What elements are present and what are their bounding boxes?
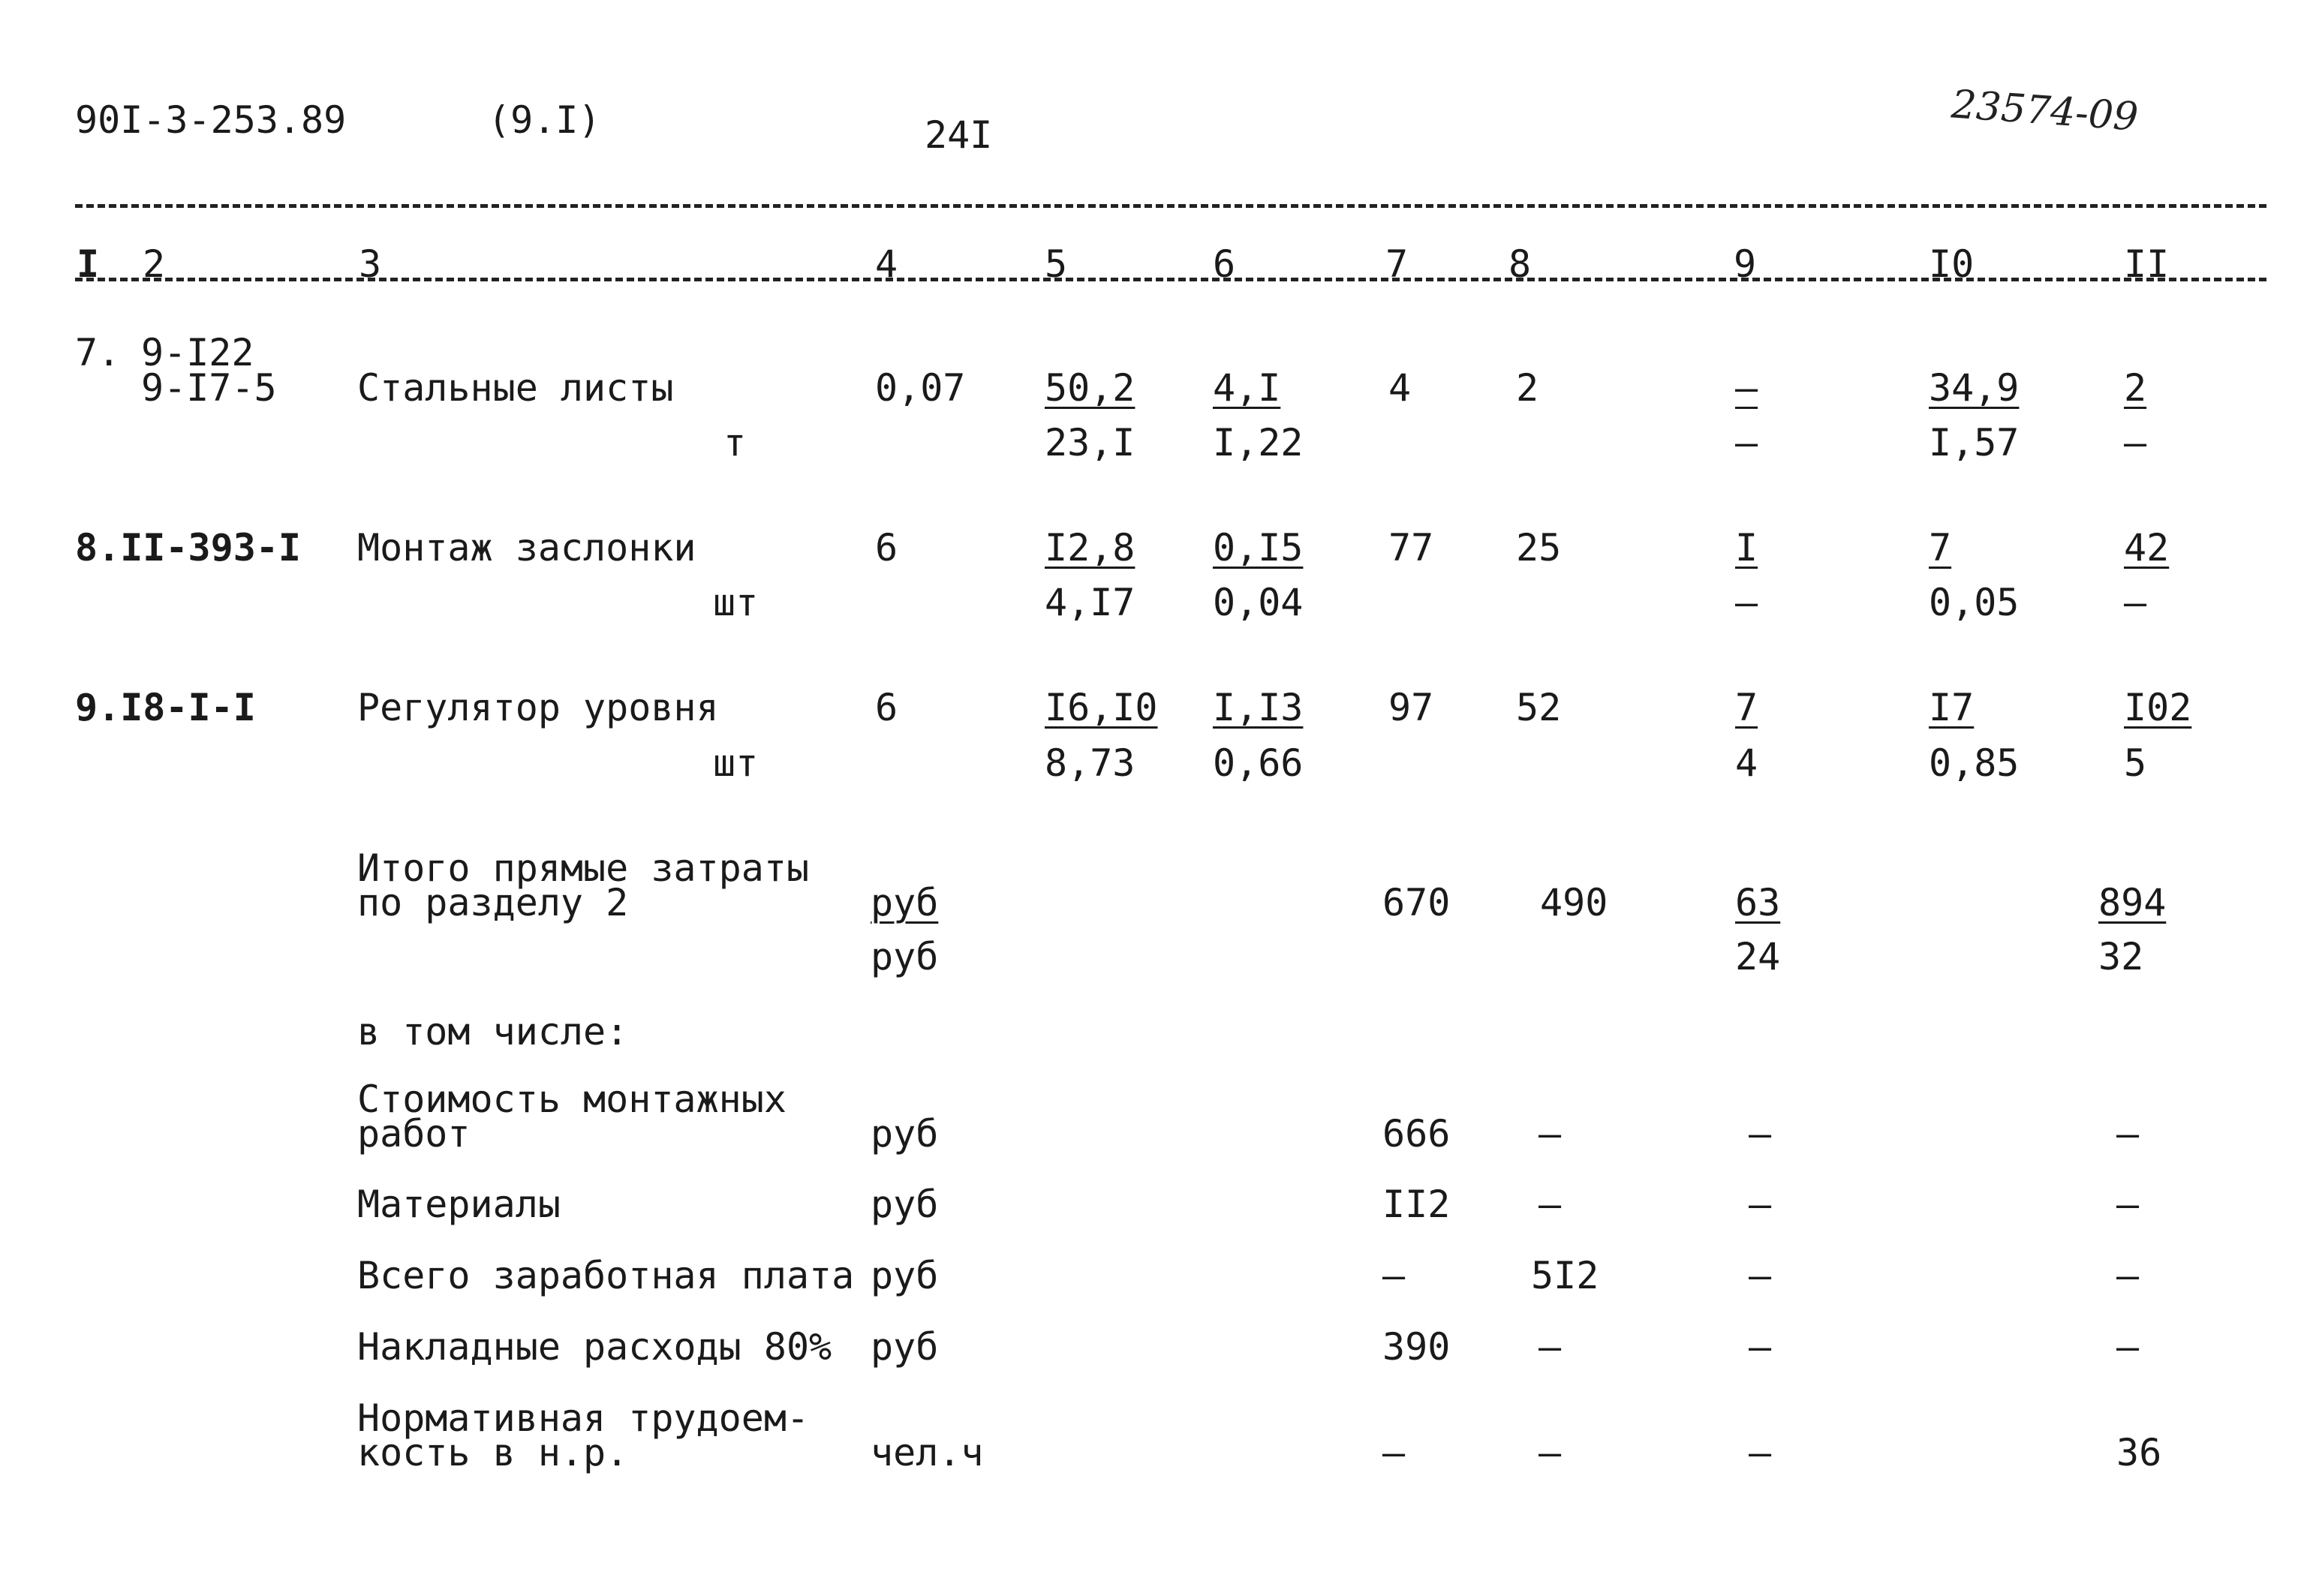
totals-col7: 670 <box>1382 881 1451 924</box>
breakdown-labor-label-line2: кость в н.р. <box>357 1431 629 1474</box>
page-number: 24I <box>925 113 993 157</box>
item-8-col6-top: 0,I5 <box>1213 526 1304 570</box>
item-9-col7: 97 <box>1388 686 1434 729</box>
item-8-col11-top: 42 <box>2124 526 2170 570</box>
item-7-col9-top: – <box>1735 366 1758 410</box>
item-9-col10-top: I7 <box>1929 686 1975 729</box>
item-9-col9-top: 7 <box>1735 686 1758 729</box>
breakdown-overheads-col11: – <box>2116 1325 2140 1369</box>
item-8-col9-bottom: – <box>1735 581 1758 624</box>
item-8-name: Монтаж заслонки <box>357 526 696 570</box>
breakdown-wages-label: Всего заработная плата <box>357 1254 855 1297</box>
item-7-col5-bottom: 23,I <box>1045 421 1135 464</box>
item-8-col11-bottom: – <box>2124 581 2147 624</box>
breakdown-overheads-unit: руб <box>871 1325 939 1369</box>
breakdown-labor-label-line1: Нормативная трудоем- <box>357 1396 810 1440</box>
breakdown-installation-label-line1: Стоимость монтажных <box>357 1078 787 1121</box>
item-8-col8: 25 <box>1516 526 1562 570</box>
breakdown-wages-col7: – <box>1382 1254 1406 1297</box>
column-header-9: 9 <box>1734 242 1757 286</box>
column-header-7: 7 <box>1385 242 1409 286</box>
item-8-unit: шт <box>713 581 759 624</box>
item-9-unit: шт <box>713 741 759 785</box>
breakdown-materials-label: Материалы <box>357 1183 561 1226</box>
item-9-col9-bottom: 4 <box>1735 741 1758 785</box>
including-label: в том числе: <box>357 1010 629 1053</box>
column-header-3: 3 <box>359 242 382 286</box>
totals-unit-bottom: руб <box>871 935 939 978</box>
totals-col11-top: 894 <box>2098 881 2167 924</box>
item-9-col6-top: I,I3 <box>1213 686 1304 729</box>
item-7-col6-bottom: I,22 <box>1213 421 1304 464</box>
breakdown-installation-col11: – <box>2116 1112 2140 1156</box>
item-7-unit: т <box>723 421 747 464</box>
breakdown-overheads-col8: – <box>1539 1325 1562 1369</box>
item-7-col10-top: 34,9 <box>1929 366 2020 410</box>
item-8-col7: 77 <box>1388 526 1434 570</box>
breakdown-materials-unit: руб <box>871 1183 939 1226</box>
breakdown-materials-col9: – <box>1749 1183 1772 1226</box>
item-8-col10-top: 7 <box>1929 526 1952 570</box>
column-header-5: 5 <box>1045 242 1068 286</box>
item-7-col11-bottom: – <box>2124 421 2147 464</box>
item-9-col11-top: I02 <box>2124 686 2192 729</box>
item-9-name: Регулятор уровня <box>357 686 719 729</box>
totals-col11-bottom: 32 <box>2098 935 2144 978</box>
item-8-code: 8.II-393-I <box>75 526 302 570</box>
breakdown-labor-unit: чел.ч <box>871 1431 984 1474</box>
totals-col9-top: 63 <box>1735 881 1781 924</box>
item-8-quantity: 6 <box>875 526 898 570</box>
column-header-11: II <box>2124 242 2170 286</box>
item-7-code-bottom: 9-I7-5 <box>141 366 277 410</box>
item-7-col8: 2 <box>1516 366 1539 410</box>
item-9-col5-top: I6,I0 <box>1045 686 1158 729</box>
breakdown-installation-label-line2: работ <box>357 1112 471 1156</box>
breakdown-materials-col8: – <box>1539 1183 1562 1226</box>
item-7-col5-top: 50,2 <box>1045 366 1135 410</box>
breakdown-labor-col11: 36 <box>2116 1431 2162 1474</box>
item-9-col11-bottom: 5 <box>2124 741 2147 785</box>
totals-unit-top: руб <box>871 881 939 924</box>
column-header-1: I <box>77 242 100 286</box>
breakdown-labor-col9: – <box>1749 1431 1772 1474</box>
breakdown-wages-col11: – <box>2116 1254 2140 1297</box>
breakdown-materials-col11: – <box>2116 1183 2140 1226</box>
column-header-10: I0 <box>1929 242 1975 286</box>
breakdown-wages-unit: руб <box>871 1254 939 1297</box>
breakdown-overheads-col9: – <box>1749 1325 1772 1369</box>
item-9-col5-bottom: 8,73 <box>1045 741 1135 785</box>
item-7-col10-bottom: I,57 <box>1929 421 2020 464</box>
totals-col9-bottom: 24 <box>1735 935 1781 978</box>
item-7-col11-top: 2 <box>2124 366 2147 410</box>
item-7-col9-bottom: – <box>1735 421 1758 464</box>
breakdown-wages-col9: – <box>1749 1254 1772 1297</box>
item-9-col10-bottom: 0,85 <box>1929 741 2020 785</box>
handwritten-stamp-number: 23574-09 <box>1950 82 2140 140</box>
column-header-4: 4 <box>875 242 898 286</box>
top-dashed-rule <box>75 204 2266 208</box>
item-7-position: 7. <box>75 331 121 374</box>
item-7-col7: 4 <box>1388 366 1412 410</box>
item-7-quantity: 0,07 <box>875 366 966 410</box>
document-code: 90I-3-253.89 <box>75 98 347 142</box>
breakdown-wages-col8: 5I2 <box>1531 1254 1599 1297</box>
breakdown-installation-col8: – <box>1539 1112 1562 1156</box>
breakdown-installation-unit: руб <box>871 1112 939 1156</box>
item-9-col8: 52 <box>1516 686 1562 729</box>
item-8-col10-bottom: 0,05 <box>1929 581 2020 624</box>
item-8-col9-top: I <box>1735 526 1758 570</box>
column-header-8: 8 <box>1508 242 1532 286</box>
breakdown-overheads-col7: 390 <box>1382 1325 1451 1369</box>
totals-col8: 490 <box>1540 881 1608 924</box>
breakdown-installation-col9: – <box>1749 1112 1772 1156</box>
item-9-quantity: 6 <box>875 686 898 729</box>
item-8-col5-bottom: 4,I7 <box>1045 581 1135 624</box>
sheet-reference: (9.I) <box>488 98 601 142</box>
totals-label-line2: по разделу 2 <box>357 881 629 924</box>
breakdown-labor-col7: – <box>1382 1431 1406 1474</box>
column-header-6: 6 <box>1213 242 1236 286</box>
column-header-2: 2 <box>143 242 166 286</box>
breakdown-labor-col8: – <box>1539 1431 1562 1474</box>
breakdown-overheads-label: Накладные расходы 80% <box>357 1325 832 1369</box>
item-7-col6-top: 4,I <box>1213 366 1281 410</box>
item-7-code-top: 9-I22 <box>141 331 254 374</box>
breakdown-materials-col7: II2 <box>1382 1183 1451 1226</box>
item-9-code: 9.I8-I-I <box>75 686 256 729</box>
item-8-col5-top: I2,8 <box>1045 526 1135 570</box>
breakdown-installation-col7: 666 <box>1382 1112 1451 1156</box>
item-9-col6-bottom: 0,66 <box>1213 741 1304 785</box>
item-8-col6-bottom: 0,04 <box>1213 581 1304 624</box>
totals-label-line1: Итого прямые затраты <box>357 846 810 890</box>
item-7-name: Стальные листы <box>357 366 674 410</box>
